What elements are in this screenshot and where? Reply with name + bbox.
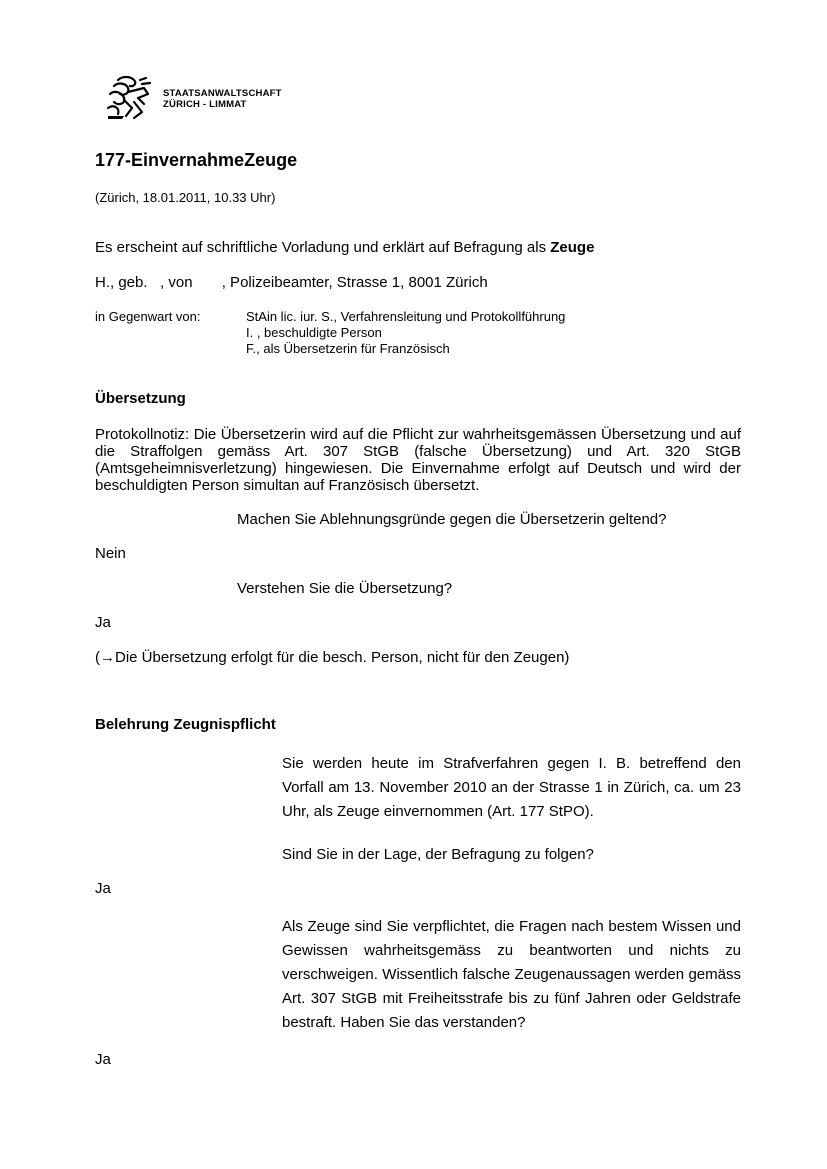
remark-open-paren: ( — [95, 649, 100, 666]
presence-item: StAin lic. iur. S., Verfahrensleitung und Protokollführung — [246, 309, 566, 324]
answer-befragung: Ja — [95, 880, 111, 897]
section-heading-belehrung: Belehrung Zeugnispflicht — [95, 716, 276, 733]
person-line: H., geb. , von , Polizeibeamter, Strasse 1, 8001 Zürich — [95, 274, 488, 291]
organization-line-1: STAATSANWALTSCHAFT — [163, 88, 282, 99]
instruction-paragraph-1: Sie werden heute im Strafverfahren gegen I. B. betreffend den Vorfall am 13. November 2010 an der Strasse 1 in Zürich, ca. um 23 Uhr, als Zeuge einvernommen (Art. 177 StPO). — [282, 755, 741, 820]
answer-verstehen: Ja — [95, 614, 111, 631]
answer-verstanden: Ja — [95, 1051, 111, 1068]
document-title: 177-EinvernahmeZeuge — [95, 150, 298, 170]
instruction-paragraph-2: Als Zeuge sind Sie verpflichtet, die Fragen nach bestem Wissen und Gewissen wahrheitsgemäss zu beantworten und nichts zu verschweigen. Wissentlich falsche Zeugenaussagen werden gemäss Art. 307 StGB mit Freiheitsstrafe bis zu fünf Jahren oder Geldstrafe bestraft. Haben Sie das verstanden? — [282, 918, 741, 1031]
remark-text: Die Übersetzung erfolgt für die besch. Person, nicht für den Zeugen) — [115, 649, 570, 666]
translation-remark — [95, 649, 569, 666]
presence-list — [246, 309, 565, 357]
zurich-lion-icon — [104, 74, 152, 120]
presence-item: I. , beschuldigte Person — [246, 325, 382, 340]
question-verstehen: Verstehen Sie die Übersetzung? — [237, 580, 453, 597]
date-line: (Zürich, 18.01.2011, 10.33 Uhr) — [95, 190, 276, 205]
intro-role: Zeuge — [550, 239, 595, 256]
arrow-right-icon: → — [100, 649, 115, 666]
intro-text: Es erscheint auf schriftliche Vorladung und erklärt auf Befragung als — [95, 239, 551, 256]
answer-ablehnung: Nein — [95, 545, 126, 562]
protocol-note: Protokollnotiz: Die Übersetzerin wird auf die Pflicht zur wahrheitsgemässen Übersetzung und auf die Straffolgen gemäss Art. 307 StGB (falsche Übersetzung) und Art. 320 StGB (Amtsgeheimnisverletzung) hingewiesen. Die Einvernahme erfolgt auf Deutsch und wird der beschuldigten Person simultan auf Französisch übersetzt. — [95, 426, 741, 494]
question-befragung: Sind Sie in der Lage, der Befragung zu folgen? — [282, 846, 594, 863]
organization-name — [163, 88, 282, 110]
presence-label: in Gegenwart von: — [95, 309, 201, 324]
intro-paragraph — [95, 239, 594, 256]
question-ablehnung: Machen Sie Ablehnungsgründe gegen die Übersetzerin geltend? — [237, 511, 667, 528]
section-heading-uebersetzung: Übersetzung — [95, 390, 186, 407]
presence-item: F., als Übersetzerin für Französisch — [246, 341, 450, 356]
organization-line-2: ZÜRICH - LIMMAT — [163, 99, 247, 110]
